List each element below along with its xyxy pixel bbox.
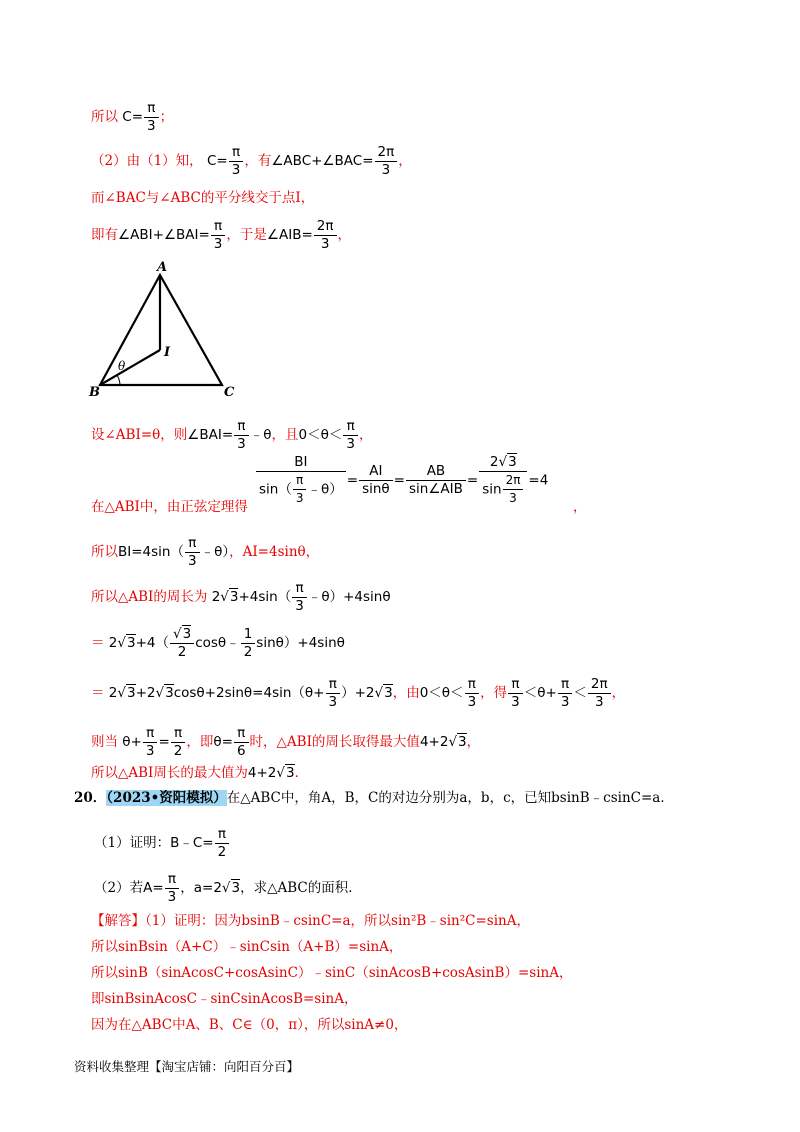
- answer-line-4: 即sinBsinAcosC﹣sinCsinAcosB=sinA，: [91, 991, 358, 1007]
- line-sine-law: 在△ABI中，由正弦定理得: [91, 499, 248, 515]
- line-let-theta: 设∠ABI=θ，则∠BAI= $\frac{\pi}{3}$ ﹣θ，且0＜θ＜ $\frac{\pi}{3}$ ，: [91, 418, 373, 452]
- answer-line-2: 所以sinBsin（A+C）﹣sinCsin（A+B）=sinA，: [91, 939, 403, 955]
- frac-pi-3: $\frac{\pi}{3}$: [326, 677, 341, 710]
- triangle-figure: [84, 258, 244, 400]
- frac-pi-2: $\frac{\pi}{2}$: [215, 827, 230, 860]
- frac-1-2: $\frac{1}{2}$: [241, 627, 256, 660]
- line-result: ＝ 2√3+2√3cosθ+2sinθ=4sin（θ+ $\frac{\pi}{3}$ ）+2√3，由0＜θ＜ $\frac{\pi}{3}$ ，得 $\frac{\pi}{3}$ ＜θ+ $\frac{\pi}{3}$ ＜ $\frac{2\pi}{3}$ ，: [91, 676, 626, 710]
- line-perimeter: 所以△ABI的周长为 2√3+4sin（ $\frac{\pi}{3}$ ﹣θ）+4sinθ: [91, 580, 391, 614]
- angle-arc: [117, 375, 120, 385]
- question-text: 在△ABC中，角A，B，C的对边分别为a，b，c，已知bsinB﹣csinC=a．: [226, 790, 674, 806]
- frac-pi-3: $\frac{\pi}{3}$: [465, 677, 480, 710]
- line-expand: ＝ 2√3+4（ $\frac{√3}{2}$ cosθ﹣ $\frac{1}{2}$ sinθ）+4sinθ: [91, 626, 345, 660]
- frac-ai: $\frac{AI}{\sin\theta}$: [359, 464, 393, 497]
- question-20-part1: （1）证明：B﹣C= $\frac{\pi}{2}$: [94, 827, 230, 860]
- frac-2pi-3: $\frac{2\pi}{3}$: [375, 145, 398, 178]
- frac-pi-3: $\frac{\pi}{3}$: [508, 677, 523, 710]
- line-bi: 所以BI=4sin（ $\frac{\pi}{3}$ ﹣θ），AI=4sinθ，: [91, 535, 320, 569]
- vertex-b: B: [89, 385, 100, 400]
- frac-pi-3: $\frac{\pi}{3}$: [292, 581, 307, 614]
- line-max-when: 则当 θ+ $\frac{\pi}{3}$ = $\frac{\pi}{2}$ ，即θ= $\frac{\pi}{6}$ 时，△ABI的周长取得最大值4+2√3，: [91, 725, 481, 759]
- line-max-value: 所以△ABI周长的最大值为4+2√3．: [91, 765, 309, 781]
- frac-pi-3: $\frac{\pi}{3}$: [234, 419, 249, 452]
- line-part2: （2）由（1）知， C= $\frac{\pi}{3}$ ，有∠ABC+∠BAC= $\frac{2\pi}{3}$ ，: [91, 144, 412, 178]
- answer-line-5: 因为在△ABC中A、B、C∈（0，π），所以sinA≠0，: [91, 1017, 408, 1033]
- question-source: （2023•资阳模拟）: [106, 790, 227, 806]
- angle-theta: θ: [118, 359, 126, 373]
- frac-bi: BI sin（ $\frac{\pi}{3}$ ﹣θ）: [256, 455, 346, 506]
- line-bisector: 而∠BAC与∠ABC的平分线交于点I，: [91, 190, 315, 206]
- answer-line-1: 【解答】（1）证明：因为bsinB﹣csinC=a，所以sin²B﹣sin²C=sinA，: [91, 913, 530, 929]
- question-20: [74, 790, 674, 806]
- frac-pi-3: $\frac{\pi}{3}$: [144, 101, 159, 134]
- frac-pi-3: $\frac{\pi}{3}$: [343, 419, 358, 452]
- frac-pi-3: $\frac{\pi}{3}$: [211, 219, 226, 252]
- comma-mark: ，: [573, 499, 587, 515]
- text: 所以: [91, 109, 118, 125]
- frac-ab: $\frac{AB}{\text{sin∠AIB}}$: [406, 464, 466, 497]
- frac-2pi-3: $\frac{2\pi}{3}$: [314, 219, 337, 252]
- vertex-a: A: [157, 260, 168, 275]
- line-angles: 即有∠ABI+∠BAI= $\frac{\pi}{3}$ ，于是∠AIB= $\frac{2\pi}{3}$ ，: [91, 218, 352, 252]
- sine-law-equation: BI sin（ $\frac{\pi}{3}$ ﹣θ） = $\frac{AI}{\sin\theta}$ = $\frac{AB}{\text{sin∠AIB}}$ = 2√3 sin $\frac{2\pi}{3}$ =4: [255, 455, 548, 506]
- line-so-c: 所以 C= $\frac{\pi}{3}$ ；: [91, 100, 174, 134]
- frac-pi-6: $\frac{\pi}{6}$: [234, 726, 249, 759]
- question-number: 20．: [74, 790, 107, 806]
- frac-pi-3: $\frac{\pi}{3}$: [143, 726, 158, 759]
- answer-line-3: 所以sinB（sinAcosC+cosAsinC）﹣sinC（sinAcosB+cosAsinB）=sinA，: [91, 965, 573, 981]
- frac-pi-2: $\frac{\pi}{2}$: [171, 726, 186, 759]
- frac-sqrt3-2: $\frac{√3}{2}$: [170, 627, 194, 660]
- frac-2pi-3: $\frac{2\pi}{3}$: [588, 677, 611, 710]
- frac-pi-3: $\frac{\pi}{3}$: [229, 145, 244, 178]
- frac-pi-3: $\frac{\pi}{3}$: [165, 872, 180, 905]
- math-c-eq: C=: [122, 109, 144, 125]
- question-20-part2: （2）若A= $\frac{\pi}{3}$ ，a=2√3，求△ABC的面积．: [94, 871, 362, 905]
- vertex-c: C: [224, 385, 235, 400]
- frac-pi-3: $\frac{\pi}{3}$: [558, 677, 573, 710]
- page-footer: 资料收集整理【淘宝店铺：向阳百分百】: [74, 1059, 300, 1074]
- frac-2sqrt3: 2√3 sin $\frac{2\pi}{3}$: [479, 455, 527, 506]
- point-i: I: [164, 345, 171, 360]
- frac-pi-3: $\frac{\pi}{3}$: [185, 536, 200, 569]
